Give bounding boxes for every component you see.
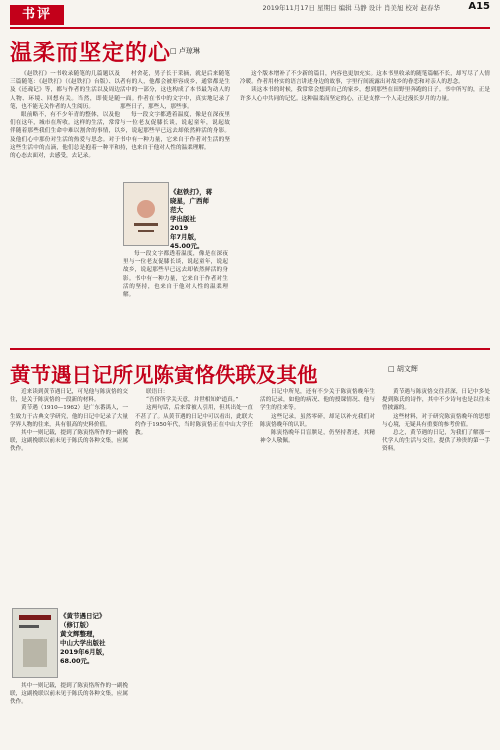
paragraph: 这些材料，对于研究陈寅恪晚年的思想与心境，无疑具有重要的参考价值。 (382, 413, 490, 428)
paragraph: 黄节遇（1910—1962）是广东番禺人，一生致力于古典文学研究，他的日记中记录了大量学界人物的往来，具有很高的史料价值。 (10, 405, 128, 428)
paragraph: 近来读到黄节遇日记，可见他与陈寅恪的交往，是关于陈寅恪的一段新的材料。 (10, 389, 128, 404)
article2-author: □ 胡文辉 (388, 365, 418, 373)
paragraph: 这个版本增补了不少新的篇目，内容也更加充实。这本书里收录的随笔篇幅不长，却写尽了人情冷暖。作者用朴实的语言讲述身边的故事，字里行间流露出对故乡的眷恋和对亲人的思念。 (240, 71, 490, 86)
paragraph: 其中一则记载，提到了陈寅恪所作的一副挽联，这副挽联以前未见于陈氏的各种文集，应属佚作。 (10, 430, 128, 453)
header-rule (10, 27, 490, 29)
paragraph: 眼前略不，有不少年青的整体，以及他们在这年，城市在所收。这样的生活，常常伴随着那些我们生命中难以割舍的事情，以及他们心中那份对生活的热爱与思念。对于这些生活中的点滴，他们总是抱着一种平和的心态去面对，去感受，去记录。 (10, 112, 120, 160)
section-tag: 书评 (10, 5, 64, 25)
paragraph: 每一段文字都透着温度，像是在深夜里与一位老友促膝长谈，说起童年，说起故乡，说起那些早已远去却依然鲜活的身影。书中有一种力量，它来自于作者对生活的坚持，也来自于他对人性的温柔理解。 (123, 251, 228, 299)
paragraph: 联语曰： (146, 389, 169, 395)
article2-column-3 (260, 388, 375, 746)
book-cover-illustration (124, 183, 168, 245)
paragraph: 每一段文字都透着温度，像是在深夜里与一位老友促膝长谈，说起童年，说起故乡，说起那些早已远去却依然鲜活的身影。书中有一种力量，它来自于作者对生活的坚持，也来自于他对人性的温柔理解。 (120, 112, 230, 151)
issue-meta-line: 2019年11月17日 星期日 编辑 马静 设计 肖美旭 校对 赵春华 (262, 4, 440, 12)
article1-column-2b (123, 250, 228, 342)
article2-title: 黄节遇日记所见陈寅恪佚联及其他 (10, 363, 318, 387)
article1-column-2 (120, 70, 230, 178)
paragraph: 黄节遇与陈寅恪交往甚深，日记中多处提到陈氏的诗作，其中不少诗句也是以往未曾披露的。 (382, 389, 490, 412)
article2-book-caption: 《黄节遇日记》 （修订版） 黄文辉整理， 中山大学出版社 2019年6月版， 68.00元。 (60, 612, 109, 665)
article2-column-1-cont (10, 682, 128, 746)
paragraph: 日记中所见，还有不少关于陈寅恪晚年生活的记录，如他的病况、他的授课情况、他与学生的往来等。 (260, 389, 375, 412)
article1-column-3 (240, 70, 490, 342)
article2-book-cover (12, 608, 58, 678)
article1-book-caption: 《赵铁打》，蒋晓星，广西师范大 学出版社2019 年7月版， 45.00元。 (170, 188, 213, 250)
paragraph: 其中一则记载，提到了陈寅恪所作的一副挽联，这副挽联以前未见于陈氏的各种文集，应属佚作。 (10, 683, 128, 706)
article2-column-4 (382, 388, 490, 746)
paragraph: 这两句话，后来常被人引用，但其出处一直不甚了了。从黄节遇的日记中可以看出，此联大约作于1950年代，当时陈寅恪正在中山大学任教。 (135, 405, 253, 437)
book-cover-illustration (13, 609, 57, 677)
page-header (0, 0, 500, 26)
article2-column-2 (135, 388, 253, 746)
paragraph: “吾侪所学关天意，并世相知妒道真。” (146, 397, 239, 404)
paragraph: 村舍花，男子长于采摘，就是后来随笔者有的人，他都会被形容成乡，通常都是生活中的一部分，这也构成了本书最为动人的一面。作者在书中的文字中，真实地记录了那些日子，那些人，那些事。 (120, 71, 230, 110)
paragraph: 陈寅恪晚年目盲膑足，仍坚持著述，其精神令人敬佩。 (260, 430, 375, 445)
page-number: A15 (468, 1, 490, 12)
article1-book-cover (123, 182, 169, 246)
paragraph: 总之，黄节遇的日记，为我们了解那一代学人的生活与交往，提供了珍贵的第一手资料。 (382, 430, 490, 453)
paragraph: 《赵铁打》一书收录随笔的几篇题以及三篇随笔：《赵铁打》（《赵铁打》台版）、以及《还魂记》等，都与作者的生活以及周边人物、环境、回想有关。当然，即使是随笔，也不能无关作者的人生阅历。 (10, 71, 120, 110)
article1-author: □ 卢琼琳 (170, 47, 200, 55)
paragraph: 读这本书的时候，我常常会想到自己的家乡，想到那些在田野里奔跑的日子。书中所写的，正是许多人心中共同的记忆。这种温柔而坚定的心，正是支撑一个人走过漫长岁月的力量。 (240, 87, 490, 102)
paragraph: 这些记录，虽然零碎，却足以补充我们对陈寅恪晚年的认识。 (260, 413, 375, 428)
article1-title: 温柔而坚定的心 (10, 41, 172, 66)
article2-column-1 (10, 388, 128, 603)
section-divider (10, 348, 490, 350)
article1-column-1 (10, 70, 120, 342)
